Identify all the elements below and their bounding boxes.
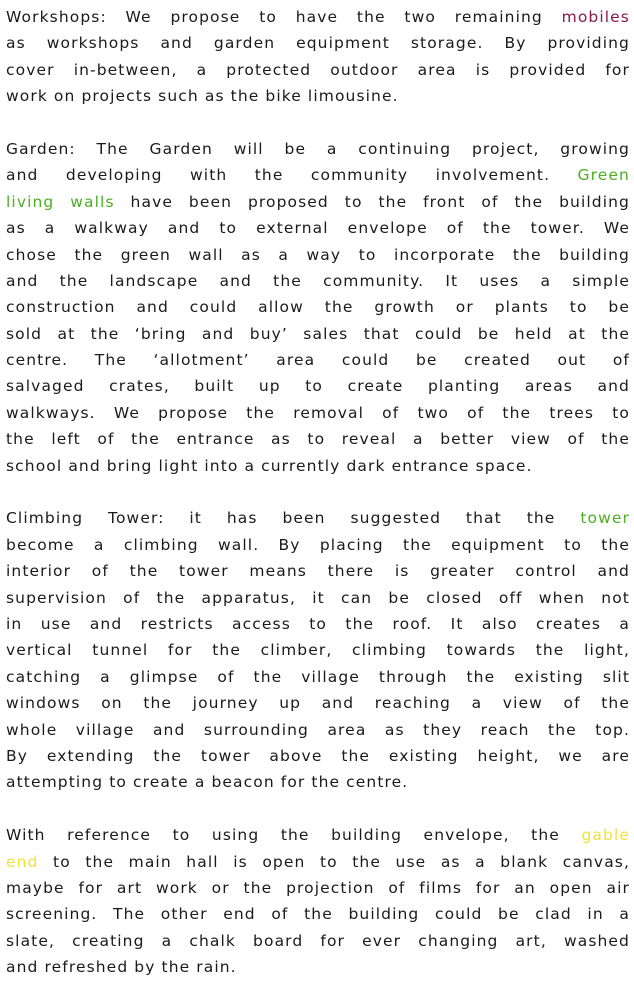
- text-span: salvaged crates, built up to create planting areas and: [6, 377, 630, 396]
- document-page: [6, 4, 630, 1007]
- text-line: [6, 637, 630, 663]
- text-line: [6, 717, 630, 743]
- text-line: [6, 875, 630, 901]
- text-line: [6, 954, 630, 980]
- text-line: [6, 373, 630, 399]
- text-line: [6, 83, 630, 109]
- text-span: work on projects such as the bike limousine.: [6, 87, 399, 106]
- text-span: supervision of the apparatus, it can be closed off when not: [6, 588, 630, 607]
- text-line: [6, 453, 630, 479]
- text-line: [6, 4, 630, 30]
- highlight-living-walls: living walls: [6, 192, 115, 211]
- text-line: [6, 849, 630, 875]
- highlight-mobiles: mobiles: [561, 8, 630, 26]
- highlight-tower: tower: [580, 509, 630, 528]
- text-span: Climbing Tower: it has been suggested that the: [6, 509, 581, 528]
- text-line: [6, 426, 630, 452]
- text-span: catching a glimpse of the village through the existing slit: [6, 667, 630, 686]
- text-line: [6, 57, 630, 83]
- text-span: With reference to using the building envelope, the: [6, 826, 582, 845]
- text-line: [6, 400, 630, 426]
- text-line: [6, 532, 630, 558]
- text-line: [6, 242, 630, 268]
- text-span: and developing with the community involvement.: [6, 166, 578, 185]
- text-span: and the landscape and the community. It uses a simple: [6, 271, 630, 290]
- text-line: [6, 215, 630, 241]
- paragraph-workshops: [6, 4, 630, 110]
- paragraph-garden: [6, 136, 630, 479]
- text-span: as workshops and garden equipment storage. By providing: [6, 34, 630, 53]
- text-line: [6, 690, 630, 716]
- text-span: By extending the tower above the existing height, we are: [6, 746, 630, 765]
- text-span: attempting to create a beacon for the centre.: [6, 773, 409, 792]
- text-line: [6, 189, 630, 215]
- paragraph-building-envelope: [6, 822, 630, 980]
- highlight-end: end: [6, 852, 39, 871]
- text-line: [6, 30, 630, 56]
- text-span: walkways. We propose the removal of two of the trees to: [6, 403, 630, 422]
- text-span: to the main hall is open to the use as a blank canvas,: [38, 852, 630, 871]
- text-line: [6, 585, 630, 611]
- text-span: become a climbing wall. By placing the equipment to the: [6, 535, 630, 554]
- text-span: school and bring light into a currently dark entrance space.: [6, 456, 533, 475]
- text-span: maybe for art work or the projection of films for an open air: [6, 878, 630, 897]
- text-span: vertical tunnel for the climber, climbing towards the light,: [6, 641, 630, 660]
- text-span: cover in-between, a protected outdoor area is provided for: [6, 60, 630, 79]
- text-span: screening. The other end of the building could be clad in a: [6, 905, 630, 924]
- text-line: [6, 769, 630, 795]
- text-span: windows on the journey up and reaching a view of the: [6, 694, 630, 713]
- text-line: [6, 822, 630, 848]
- text-line: [6, 901, 630, 927]
- text-line: [6, 268, 630, 294]
- text-line: [6, 294, 630, 320]
- text-span: and refreshed by the rain.: [6, 958, 237, 977]
- text-span: the left of the entrance as to reveal a better view of the: [6, 430, 630, 449]
- text-span: centre. The ‘allotment’ area could be created out of: [6, 351, 630, 370]
- text-line: [6, 664, 630, 690]
- text-line: [6, 505, 630, 531]
- paragraph-climbing-tower: [6, 505, 630, 795]
- text-line: [6, 136, 630, 162]
- text-span: Garden: The Garden will be a continuing project, growing: [6, 139, 630, 158]
- text-span: slate, creating a chalk board for ever changing art, washed: [6, 931, 630, 950]
- text-span: in use and restricts access to the roof. It also creates a: [6, 614, 630, 633]
- text-line: [6, 928, 630, 954]
- text-line: [6, 611, 630, 637]
- text-line: [6, 347, 630, 373]
- text-line: [6, 162, 630, 188]
- text-span: Workshops: We propose to have the two remaining: [6, 8, 562, 26]
- text-span: sold at the ‘bring and buy’ sales that could be held at the: [6, 324, 630, 343]
- text-span: as a walkway and to external envelope of the tower. We: [6, 219, 630, 238]
- text-line: [6, 743, 630, 769]
- text-span: whole village and surrounding area as they reach the top.: [6, 720, 630, 739]
- text-span: have been proposed to the front of the building: [114, 192, 630, 211]
- text-span: construction and could allow the growth or plants to be: [6, 298, 630, 317]
- text-span: chose the green wall as a way to incorporate the building: [6, 245, 630, 264]
- text-line: [6, 321, 630, 347]
- text-line: [6, 558, 630, 584]
- text-span: interior of the tower means there is greater control and: [6, 562, 630, 581]
- highlight-gable: gable: [581, 826, 630, 845]
- highlight-green: Green: [577, 166, 630, 185]
